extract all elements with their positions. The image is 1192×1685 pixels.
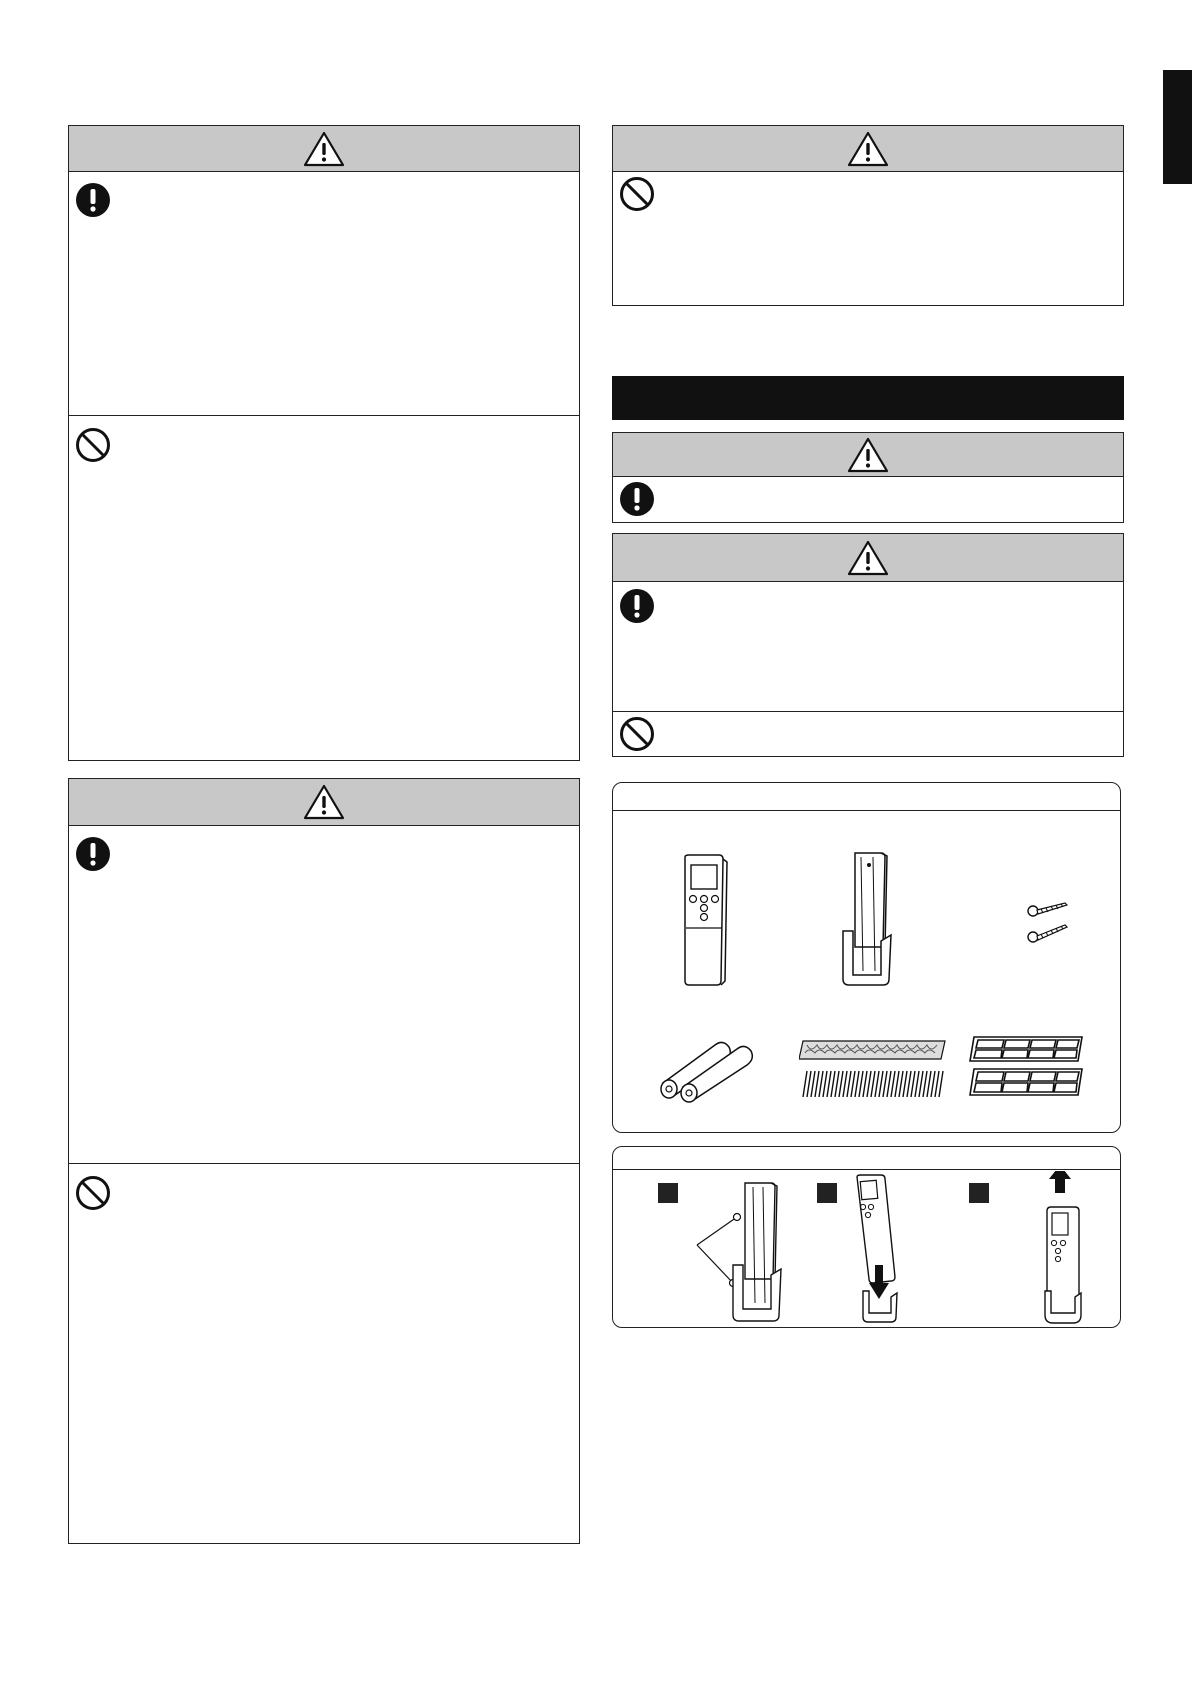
exclamation-icon xyxy=(75,182,111,218)
prohibition-icon xyxy=(75,1175,111,1211)
step-2-illustration xyxy=(849,1173,919,1325)
section-title-bar xyxy=(612,376,1124,420)
exclamation-icon xyxy=(619,588,655,624)
warning-triangle-icon xyxy=(302,130,346,168)
warning-box-2 xyxy=(68,778,580,1544)
warning-box-5-prohibited-section xyxy=(613,711,1123,756)
air-filters-illustration xyxy=(799,1039,947,1101)
step-1-marker xyxy=(658,1183,678,1203)
warning-box-5 xyxy=(612,533,1124,757)
holder-steps-panel xyxy=(612,1146,1121,1328)
mounting-screws-illustration xyxy=(1023,895,1073,947)
step-3-marker xyxy=(969,1183,989,1203)
batteries-illustration xyxy=(653,1033,763,1103)
warning-box-2-header xyxy=(69,779,579,826)
warning-box-1-header xyxy=(69,126,579,172)
warning-box-5-header xyxy=(613,534,1123,582)
filter-frames-illustration xyxy=(968,1033,1086,1099)
holder-steps-panel-header xyxy=(613,1147,1120,1170)
step-3-illustration xyxy=(1041,1171,1091,1325)
warning-box-1 xyxy=(68,125,580,761)
prohibition-icon xyxy=(619,716,655,752)
warning-triangle-icon xyxy=(302,783,346,821)
prohibition-icon xyxy=(619,176,655,212)
remote-holder-illustration xyxy=(835,851,905,989)
warning-box-1-prohibited-section xyxy=(69,415,579,760)
warning-box-4 xyxy=(612,432,1124,523)
accessories-panel-header xyxy=(613,783,1120,811)
remote-controller-illustration xyxy=(675,853,735,988)
side-tab xyxy=(1163,70,1192,184)
exclamation-icon xyxy=(619,481,655,517)
warning-triangle-icon xyxy=(846,539,890,577)
warning-triangle-icon xyxy=(846,130,890,168)
warning-triangle-icon xyxy=(846,436,890,474)
warning-box-2-prohibited-section xyxy=(69,1163,579,1543)
accessories-panel xyxy=(612,782,1121,1133)
exclamation-icon xyxy=(75,836,111,872)
step-1-illustration xyxy=(693,1179,803,1325)
prohibition-icon xyxy=(75,427,111,463)
step-2-marker xyxy=(817,1183,837,1203)
warning-box-4-header xyxy=(613,433,1123,477)
warning-box-3 xyxy=(612,125,1124,306)
warning-box-3-header xyxy=(613,126,1123,172)
